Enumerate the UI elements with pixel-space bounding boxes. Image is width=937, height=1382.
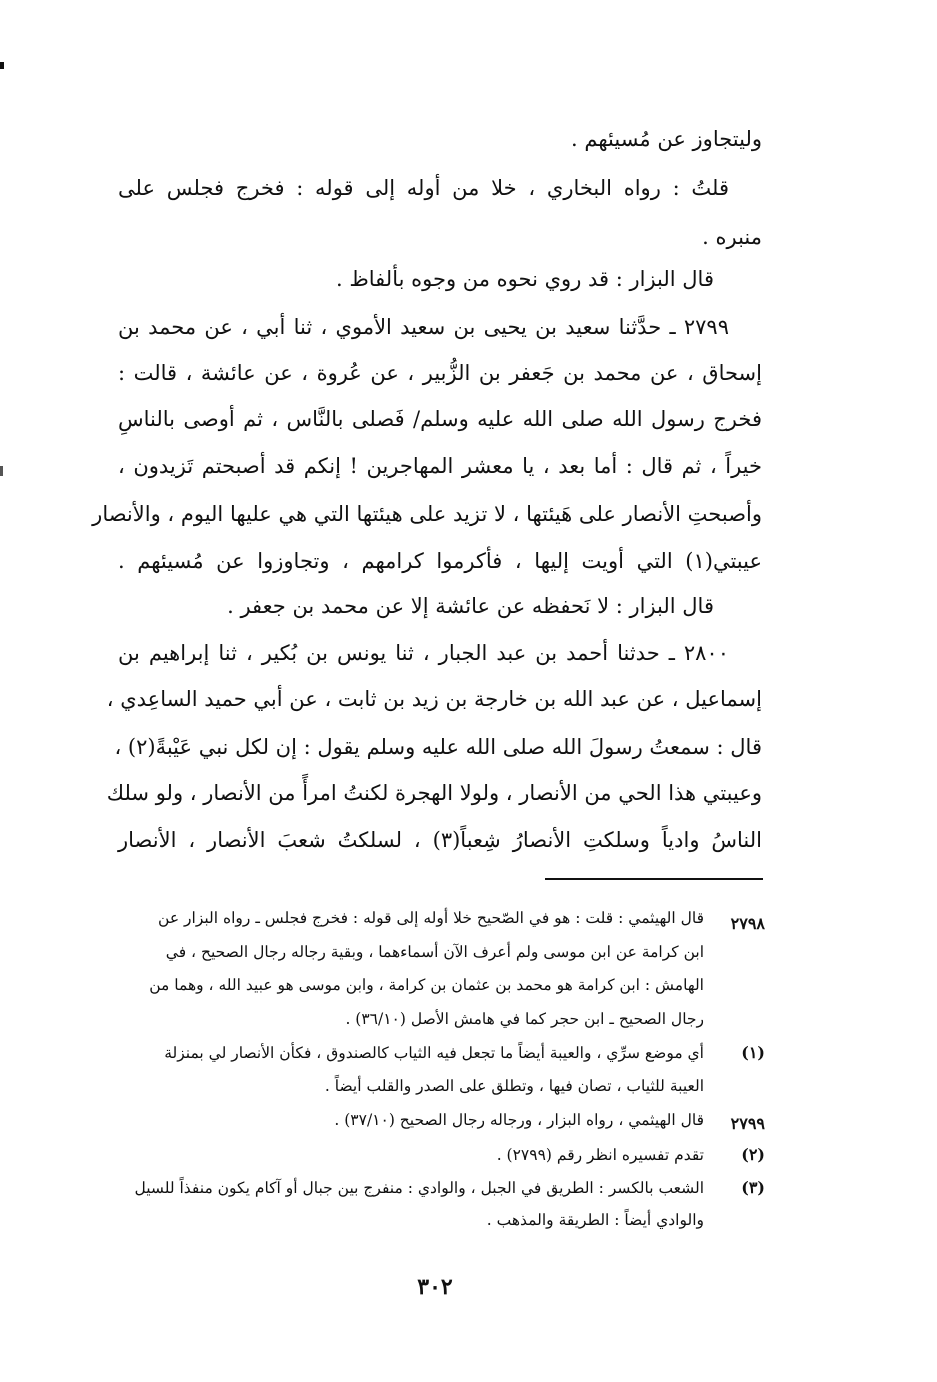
body-line: خيراً ، ثم قال : أما بعد ، يا معشر المهاجرين ! إنكم قد أصبحتم تَزيدون ، (118, 454, 762, 478)
footnote-line: والوادي أيضاً : الطريقة والمذهب . (486, 1211, 704, 1229)
body-line: الناسُ وادياً وسلكتِ الأنصارُ شِعباً(٣) ، لسلكتُ شعبَ الأنصار ، الأنصار (118, 828, 762, 852)
body-line: قلتُ : رواه البخاري ، خلا من أوله إلى قوله : فخرج فجلس على (118, 176, 729, 200)
body-line: عيبتي(١) التي أويت إليها ، فأكرموا كرامهم ، وتجاوزوا عن مُسيئهم . (118, 549, 762, 573)
body-line: فخرج رسول الله صلى الله عليه وسلم/ فَصلى بالنَّاس ، ثم أوصى بالناسِ (118, 407, 762, 431)
footnote-line: تقدم تفسيره انظر رقم (٢٧٩٩) . (496, 1146, 704, 1164)
body-line: قال البزار : لا نَحفظه عن عائشة إلا عن محمد بن جعفر . (227, 594, 714, 618)
footnote-line: قال الهيثمي ، رواه البزار ، ورجاله رجال الصحيح (٣٧/١٠) . (334, 1111, 704, 1129)
footnote-line: ابن كرامة عن ابن موسى ولم أعرف الآن أسماءهما ، وبقية رجاله رجال الصحيح ، في (165, 943, 704, 961)
body-line: قال البزار : قد روي نحوه من وجوه بألفاظ . (336, 267, 714, 291)
footnote-key: (١) (741, 1043, 765, 1062)
footnote-key: ٢٧٩٩ (730, 1114, 765, 1133)
body-line: منبره . (702, 225, 762, 249)
scan-edge-mark (0, 62, 4, 69)
body-line: إسماعيل ، عن عبد الله بن خارجة بن زيد بن ثابت ، عن أبي حميد الساعِدي ، (106, 687, 762, 711)
footnote-line: الهامش : ابن كرامة هو محمد بن عثمان بن كرامة ، وابن موسى هو عبيد الله ، وهما من (149, 976, 704, 994)
footnote-key: ٢٧٩٨ (730, 914, 765, 933)
footnote-line: قال الهيثمي : قلت : هو في الصّحيح خلا أوله إلى قوله : فخرج فجلس ـ رواه البزار عن (158, 909, 704, 927)
body-line: وعيبتي هذا الحي من الأنصار ، ولولا الهجرة لكنتُ امرأً من الأنصار ، ولو سلك (106, 781, 762, 805)
body-line: وليتجاوز عن مُسيئهم . (571, 127, 762, 151)
body-line: وأصبحتِ الأنصار على هَيئتها ، لا تزيد على هيئتها التي هي عليها اليوم ، والأنصار (92, 502, 762, 526)
footnote-key: (٢) (741, 1145, 765, 1164)
body-line: ٢٨٠٠ ـ حدثنا أحمد بن عبد الجبار ، ثنا يونس بن بُكير ، ثنا إبراهيم بن (118, 641, 729, 665)
footnote-key: (٣) (741, 1178, 765, 1197)
footnote-separator (545, 878, 763, 880)
footnote-line: الشعب بالكسر : الطريق في الجبل ، والوادي : منفرج بين جبال أو آكام يكون منفذاً للسيل (134, 1179, 704, 1197)
body-line: قال : سمعتُ رسولَ الله صلى الله عليه وسلم يقول : إن لكل نبي عَيْبةً(٢) ، (114, 735, 762, 759)
scan-edge-mark-2 (0, 466, 3, 476)
body-line: إسحاق ، عن محمد بن جَعفر بن الزُّبير ، عن عُروة ، عن عائشة ، قالت : (118, 361, 762, 385)
footnote-line: أي موضع سرِّي ، والعيبة أيضاً ما تجعل فيه الثياب كالصندوق ، فكأن الأنصار لي بمنزلة (164, 1044, 704, 1062)
footnote-line: رجال الصحيح ـ ابن حجر كما في هامش الأصل (٣٦/١٠) . (345, 1010, 704, 1028)
footnote-line: العيبة للثياب ، تصان فيها ، وتطلق على الصدر والقلب أيضاً . (324, 1077, 704, 1095)
body-line: ٢٧٩٩ ـ حدَّثنا سعيد بن يحيى بن سعيد الأموي ، ثنا أبي ، عن محمد بن (118, 315, 729, 339)
page-number: ٣٠٢ (417, 1274, 453, 1300)
